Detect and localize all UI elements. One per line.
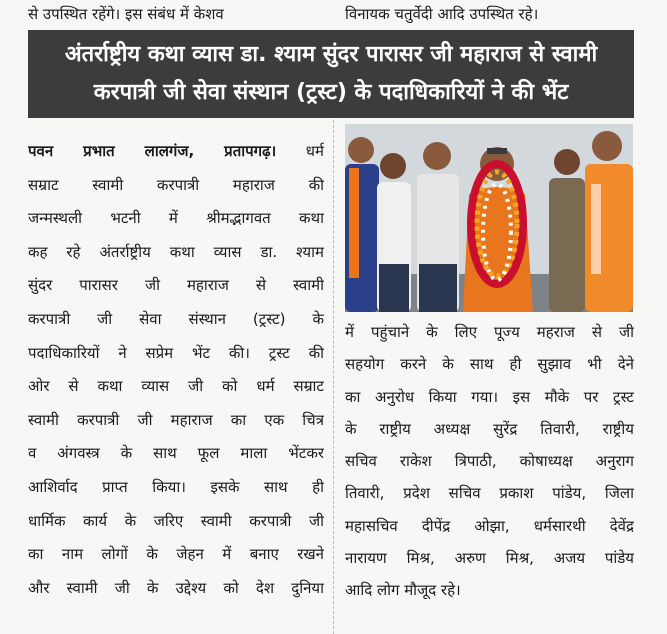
article-line: सहयोग करने के साथ ही सुझाव भी देने — [345, 355, 634, 374]
article-line: व अंगवस्त्र के साथ फूल माला भेंटकर — [28, 444, 324, 463]
article-line: करपात्री जी सेवा संस्थान (ट्रस्ट) के — [28, 309, 324, 328]
article-line: आदि लोग मौजूद रहे। — [345, 581, 461, 600]
article-line: तिवारी, प्रदेश सचिव प्रकाश पांडेय, जिला — [345, 484, 634, 503]
previous-article-tail-right: विनायक चतुर्वेदी आदि उपस्थित रहे। — [345, 5, 539, 23]
article-line: कह रहे अंतर्राष्ट्रीय कथा व्यास डा. श्याम — [28, 242, 324, 261]
article-line: के राष्ट्रीय अध्यक्ष सुरेंद्र तिवारी, राष्ट्रीय — [345, 419, 634, 438]
article-line — [28, 135, 324, 169]
article-line: नारायण मिश्र, अरुण मिश्र, अजय पांडेय — [345, 549, 634, 568]
article-line: आशिर्वाद प्राप्त किया। इसके साथ ही — [28, 477, 324, 496]
news-photo — [345, 124, 633, 312]
headline-line-2: करपात्री जी सेवा संस्थान (ट्रस्ट) के पदाधिकारियों ने की भेंट — [93, 80, 569, 105]
article-line: का अनुरोध किया गया। इस मौके पर ट्रस्ट — [345, 387, 634, 406]
article-line: में पहुंचाने के लिए पूज्य महराज से जी — [345, 323, 634, 341]
article-line: और स्वामी जी के उद्देश्य को देश दुनिया — [28, 578, 324, 597]
article-line: सचिव राकेश त्रिपाठी, कोषाध्यक्ष अनुराग — [345, 452, 634, 471]
article-line-text: धर्म — [305, 142, 324, 160]
group-photo-illustration — [345, 124, 633, 312]
article-right-column — [345, 316, 634, 607]
article-line: पदाधिकारियों ने सप्रेम भेंट की। ट्रस्ट की — [28, 343, 324, 362]
article-line: स्वामी करपात्री जी महाराज का एक चित्र — [28, 410, 324, 429]
article-line: ओर से कथा व्यास जी को धर्म सम्राट — [28, 377, 324, 396]
column-divider — [333, 30, 334, 634]
article-line: सम्राट स्वामी करपात्री महाराज की — [28, 175, 324, 194]
article-line: सुंदर पारासर जी महाराज से स्वामी — [28, 276, 324, 295]
headline-box — [28, 30, 634, 118]
previous-article-tail-left: से उपस्थित रहेंगे। इस संबंध में केशव — [28, 5, 224, 23]
byline: पवन प्रभात लालगंज, प्रतापगढ़। — [28, 142, 277, 160]
article-line: धार्मिक कार्य के जरिए स्वामी करपात्री जी — [28, 511, 324, 530]
article-line: जन्मस्थली भटनी में श्रीमद्भागवत कथा — [28, 209, 324, 228]
headline-line-1: अंतर्राष्ट्रीय कथा व्यास डा. श्याम सुंदर पारासर जी महाराज से स्वामी — [64, 42, 598, 67]
article-line: का नाम लोगों के जेहन में बनाए रखने — [28, 545, 324, 564]
article-left-column — [28, 135, 324, 605]
article-line: महासचिव दीपेंद्र ओझा, धर्मसारथी देवेंद्र — [345, 516, 634, 535]
